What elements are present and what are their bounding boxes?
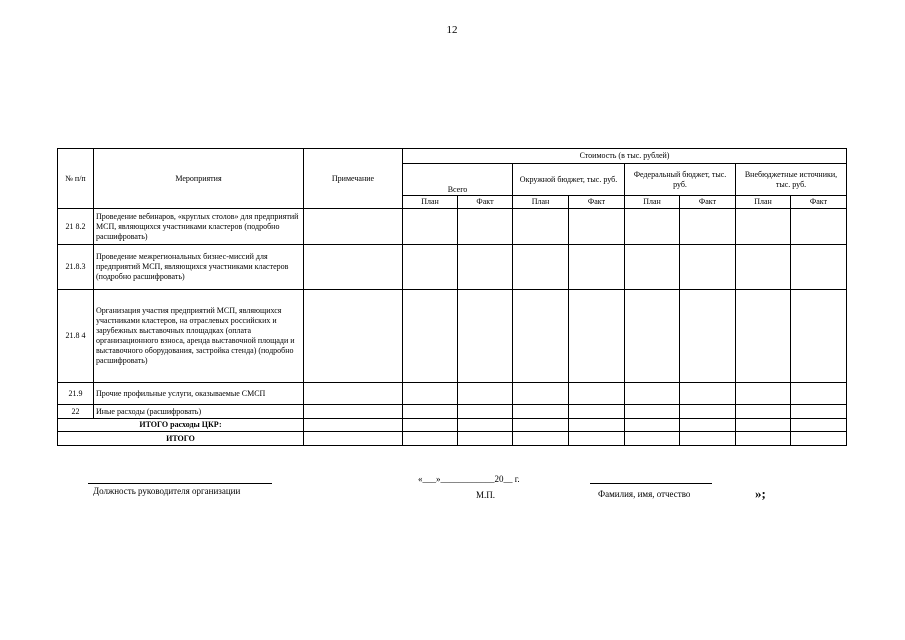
header-federal-budget: Федеральный бюджет, тыс. руб. [625, 164, 736, 196]
row-number: 21.9 [58, 383, 94, 405]
header-cost: Стоимость (в тыс. рублей) [403, 149, 847, 164]
page-number: 12 [446, 24, 458, 36]
header-district-budget: Окружной бюджет, тыс. руб. [513, 164, 625, 196]
header-plan: План [736, 196, 791, 209]
header-note: Примечание [304, 149, 403, 209]
header-plan: План [513, 196, 569, 209]
row-activity: Проведение вебинаров, «круглых столов» для предприятий МСП, являющихся участниками кластеров (подробно расшифровать) [94, 209, 304, 245]
total-ckr-row [58, 419, 847, 432]
total-row [58, 432, 847, 446]
header-extra-budget: Внебюджетные источники, тыс. руб. [736, 164, 847, 196]
closing-mark: »; [755, 486, 766, 501]
table-row [58, 405, 847, 419]
header-plan: План [403, 196, 458, 209]
date-line: «___»____________20__ г. [418, 474, 520, 484]
position-label: Должность руководителя организации [93, 486, 241, 496]
stamp-label: М.П. [476, 490, 496, 500]
header-total: Всего [403, 164, 513, 196]
name-label: Фамилия, имя, отчество [598, 489, 691, 499]
row-activity: Проведение межрегиональных бизнес-миссий для предприятий МСП, являющихся участниками кластеров (подробно расшифровать) [94, 245, 304, 290]
header-fact: Факт [458, 196, 513, 209]
row-number: 21 8.2 [58, 209, 94, 245]
total-label: ИТОГО [58, 432, 304, 446]
row-number: 21.8 4 [58, 290, 94, 383]
row-number: 21.8.3 [58, 245, 94, 290]
signature-line-position [88, 483, 272, 484]
row-activity: Организация участия предприятий МСП, являющихся участниками кластеров, на отраслевых российских и зарубежных выставочных площадках (оплата организационного взноса, аренда выставочной площади и выставочного оборудования, застройка стенда) (подробно расшифровать) [94, 290, 304, 383]
header-activities: Мероприятия [94, 149, 304, 209]
table-row [58, 290, 847, 383]
cost-table [57, 148, 847, 446]
signature-line-name [590, 483, 712, 484]
row-activity: Прочие профильные услуги, оказываемые СМСП [94, 383, 304, 405]
header-plan: План [625, 196, 680, 209]
total-ckr-label: ИТОГО расходы ЦКР: [58, 419, 304, 432]
table-row [58, 383, 847, 405]
table-row [58, 245, 847, 290]
table-row [58, 209, 847, 245]
row-number: 22 [58, 405, 94, 419]
header-num: № п/п [58, 149, 94, 209]
header-fact: Факт [569, 196, 625, 209]
row-activity: Иные расходы (расшифровать) [94, 405, 304, 419]
header-fact: Факт [680, 196, 736, 209]
header-fact: Факт [791, 196, 847, 209]
